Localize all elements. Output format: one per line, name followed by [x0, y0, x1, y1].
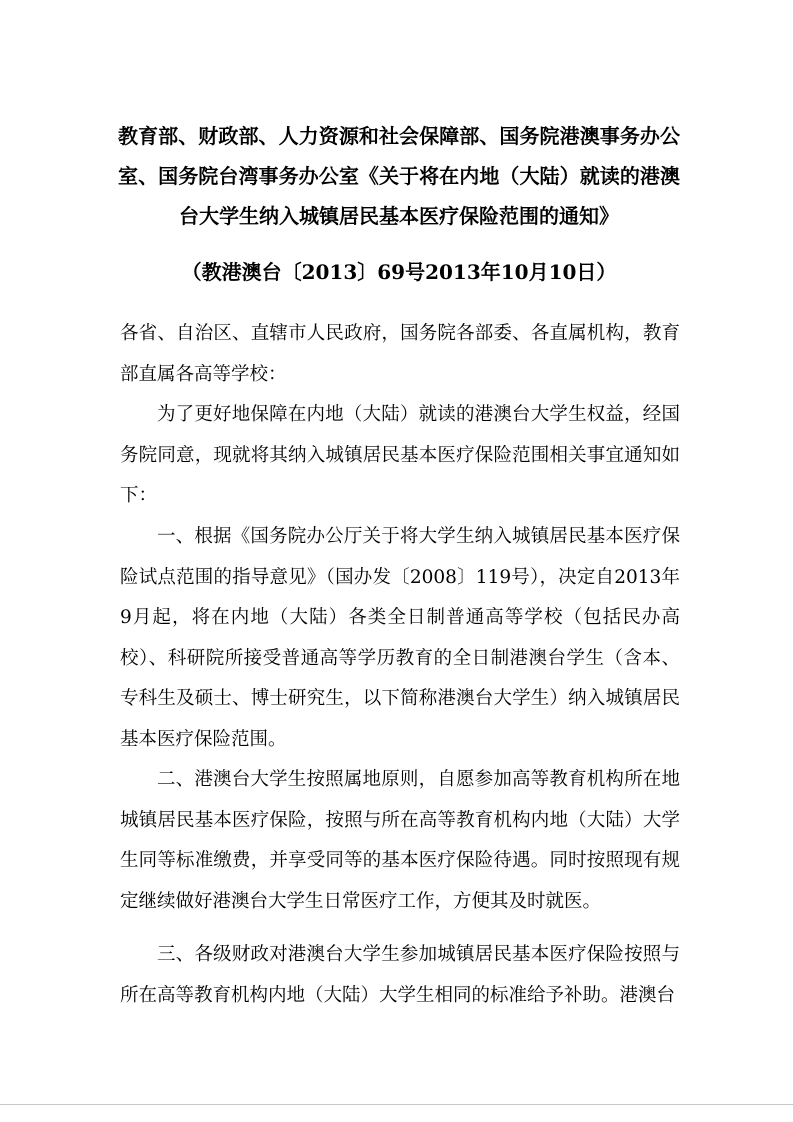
paragraph-3: 三、各级财政对港澳台大学生参加城镇居民基本医疗保险按照与所在高等教育机构内地（大陆）大学生相同的标准给予补助。港澳台 — [120, 944, 680, 1006]
paragraph-1: 一、根据《国务院办公厅关于将大学生纳入城镇居民基本医疗保险试点范围的指导意见》（国办发〔2008〕119号），决定自2013年9月起，将在内地（大陆）各类全日制普通高等学校（包括民办高校）、科研院所接受普通高等学历教育的全日制港澳台学生（含本、专科生及硕士、博士研究生，以下简称港澳台大学生）纳入城镇居民基本医疗保险范围。 — [120, 526, 680, 750]
addressee: 各省、自治区、直辖市人民政府，国务院各部委、各直属机构，教育部直属各高等学校： — [120, 323, 680, 385]
document-subtitle: （教港澳台〔2013〕69号2013年10月10日） — [181, 260, 617, 284]
document-title: 教育部、财政部、人力资源和社会保障部、国务院港澳事务办公室、国务院台湾事务办公室《关于将在内地（大陆）就读的港澳台大学生纳入城镇居民基本医疗保险范围的通知》 — [118, 124, 680, 228]
paragraph-intro: 为了更好地保障在内地（大陆）就读的港澳台大学生权益，经国务院同意，现就将其纳入城镇居民基本医疗保险范围相关事宜通知如下： — [120, 404, 680, 506]
page-bottom-divider — [0, 1104, 793, 1105]
paragraph-2: 二、港澳台大学生按照属地原则，自愿参加高等教育机构所在地城镇居民基本医疗保险，按照与所在高等教育机构内地（大陆）大学生同等标准缴费，并享受同等的基本医疗保险待遇。同时按照现有规定继续做好港澳台大学生日常医疗工作，方便其及时就医。 — [120, 769, 680, 912]
